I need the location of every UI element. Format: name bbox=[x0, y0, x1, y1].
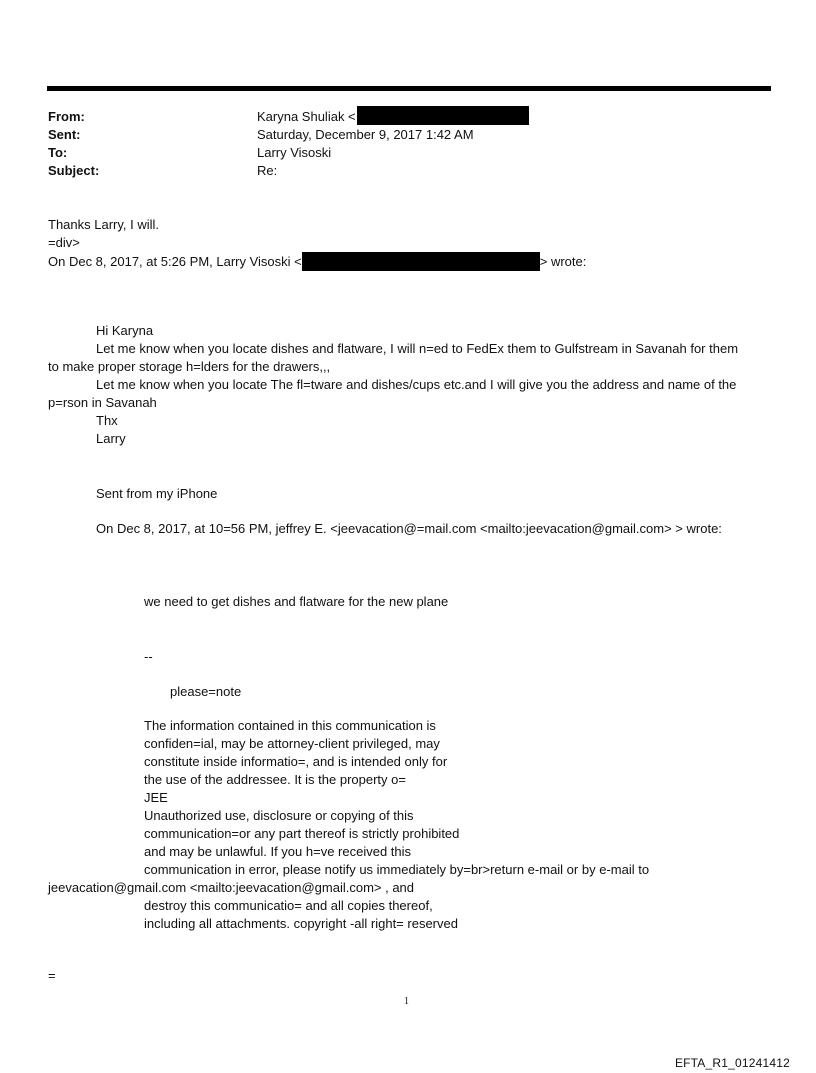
to-row bbox=[48, 144, 529, 162]
disclaimer-line: communication=or any part thereof is strictly prohibited bbox=[144, 826, 460, 841]
reply-line: Thanks Larry, I will. bbox=[48, 217, 160, 232]
disclaimer-line: jeevacation@gmail.com <mailto:jeevacation@gmail.com> , and bbox=[48, 880, 415, 895]
disclaimer-line: destroy this communicatio= and all copies thereof, bbox=[144, 898, 433, 913]
quote-header-1 bbox=[48, 252, 586, 270]
message-line: Hi Karyna bbox=[96, 323, 154, 338]
sent-label: Sent: bbox=[48, 127, 81, 142]
disclaimer-line: including all attachments. copyright -all right= reserved bbox=[144, 916, 458, 931]
from-label: From: bbox=[48, 109, 85, 124]
from-value: Karyna Shuliak < bbox=[257, 109, 356, 124]
larry-message bbox=[48, 322, 738, 448]
quote-header-2: On Dec 8, 2017, at 10=56 PM, jeffrey E. <jeevacation@=mail.com <mailto:jeevacation@gmail.com> > wrote: bbox=[96, 521, 722, 536]
to-label: To: bbox=[48, 145, 68, 160]
disclaimer-line: and may be unlawful. If you h=ve received this bbox=[144, 844, 412, 859]
disclaimer-line: the use of the addressee. It is the property o= bbox=[144, 772, 406, 787]
sent-from-line: Sent from my iPhone bbox=[96, 486, 218, 501]
subject-label: Subject: bbox=[48, 163, 100, 178]
message-line: p=rson in Savanah bbox=[48, 395, 157, 410]
message-line: to make proper storage h=lders for the drawers,,, bbox=[48, 359, 331, 374]
reply-body bbox=[48, 216, 586, 270]
disclaimer-line: confiden=ial, may be attorney-client privileged, may bbox=[144, 736, 440, 751]
page-number: 1 bbox=[404, 996, 409, 1007]
signature-separator: -- bbox=[144, 649, 153, 664]
from-row bbox=[48, 108, 529, 126]
message-line: Let me know when you locate The fl=tware and dishes/cups etc.and I will give you the address and name of the bbox=[96, 377, 737, 392]
disclaimer-line: Unauthorized use, disclosure or copying of this bbox=[144, 808, 414, 823]
subject-value: Re: bbox=[257, 163, 278, 178]
reply-line: =div> bbox=[48, 235, 80, 250]
bates-number: EFTA_R1_01241412 bbox=[674, 1056, 790, 1070]
please-note: please=note bbox=[170, 684, 242, 699]
quote-header-prefix: On Dec 8, 2017, at 5:26 PM, Larry Visoski < bbox=[48, 254, 302, 269]
disclaimer-line: The information contained in this communication is bbox=[144, 718, 436, 733]
jeffrey-message-line: we need to get dishes and flatware for the new plane bbox=[144, 594, 449, 609]
trailing-equals: = bbox=[48, 968, 56, 983]
disclaimer-line: constitute inside informatio=, and is intended only for bbox=[144, 754, 448, 769]
quote-header-suffix: > wrote: bbox=[539, 254, 587, 269]
email-header bbox=[48, 108, 529, 180]
redaction-box bbox=[302, 252, 540, 271]
subject-row bbox=[48, 162, 529, 180]
message-line: Larry bbox=[96, 431, 126, 446]
message-line: Let me know when you locate dishes and flatware, I will n=ed to FedEx them to Gulfstream in Savanah for them bbox=[96, 341, 739, 356]
redaction-box bbox=[357, 106, 529, 125]
to-value: Larry Visoski bbox=[257, 145, 332, 160]
disclaimer-line: communication in error, please notify us immediately by=br>return e-mail or by e-mail to bbox=[144, 862, 650, 877]
sent-value: Saturday, December 9, 2017 1:42 AM bbox=[257, 127, 474, 142]
sent-row bbox=[48, 126, 529, 144]
header-rule bbox=[47, 86, 771, 91]
message-line: Thx bbox=[96, 413, 118, 428]
disclaimer bbox=[48, 717, 649, 933]
disclaimer-line: JEE bbox=[144, 790, 168, 805]
